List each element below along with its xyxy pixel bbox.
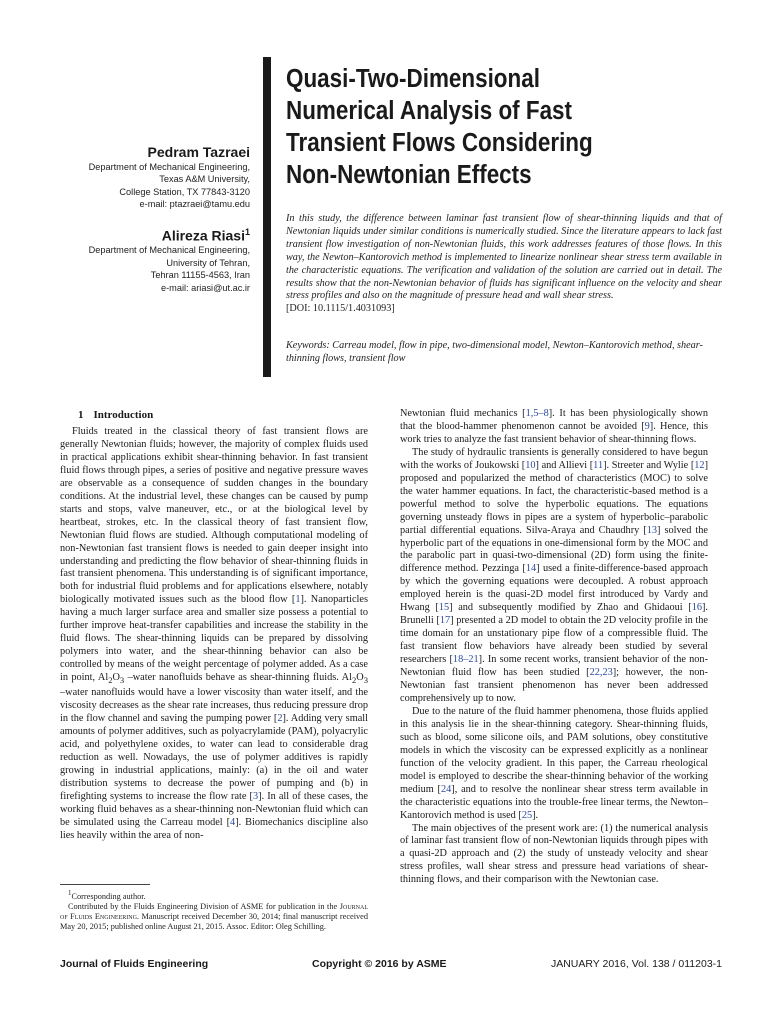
citation-link[interactable]: 22,23: [589, 667, 613, 679]
citation-link[interactable]: 11: [593, 459, 604, 471]
footnote-contribution: Contributed by the Fluids Engineering Division of ASME for publication in the Journal of Fluids Engineering. Manuscript received December 30, 2014; final manuscript received May 20, 2015; published online August 21, 2015. Assoc. Editor: Oleg Schilling.: [60, 901, 368, 932]
keywords: Keywords: Carreau model, flow in pipe, two-dimensional model, Newton–Kantorovich method, shear-thinning flows, transient flow: [286, 340, 703, 364]
footnote-corresponding: $^1$Corresponding author.: [68, 890, 146, 901]
author-email[interactable]: e-mail: ariasi@ut.ac.ir: [161, 282, 250, 293]
journal-name: Journal of Fluids Engineering: [60, 901, 368, 922]
citation-link[interactable]: 3: [252, 790, 259, 802]
citation-link[interactable]: 18–21: [452, 654, 479, 666]
author-email[interactable]: e-mail: ptazraei@tamu.edu: [139, 199, 250, 210]
citation-link[interactable]: 24: [440, 783, 452, 795]
title-line: Quasi-Two-Dimensional: [286, 65, 540, 93]
page-footer: [60, 958, 722, 972]
corresponding-author-mark: 1: [244, 226, 250, 237]
author-name: Pedram Tazraei: [147, 144, 250, 160]
author-2: [60, 223, 250, 294]
section-number: 1: [78, 409, 84, 421]
citation-link[interactable]: 4: [230, 816, 236, 828]
footer-journal: Journal of Fluids Engineering: [60, 958, 209, 970]
section-heading: [78, 408, 368, 422]
title-vertical-bar: [263, 57, 271, 377]
author-1: [60, 143, 250, 211]
left-column: [60, 408, 368, 843]
body-paragraph: Due to the nature of the fluid hammer phenomena, those fluids applied in this analysis lie in the shear-thinning category. Shear-thinning fluids, such as blood, some silicone oils, and PAM solutions, obey constitutive models in which the viscosity can be expressed explicitly as a nonlinear function of the velocity gradient. In this paper, the Carreau rheological model is employed to describe the shear-thinning behavior of the working medium [24], and to resolve the nonlinear shear stress term available in the characteristic equations into the trouble-free linear terms, the Newton–Kantorovich method is used [25].: [400, 705, 709, 821]
citation-link[interactable]: 13: [646, 524, 658, 536]
footer-issue: JANUARY 2016, Vol. 138 / 011203-1: [550, 958, 722, 970]
author-affiliation-line: University of Tehran,: [166, 257, 250, 268]
citation-link[interactable]: 16: [691, 602, 702, 614]
abstract-text: In this study, the difference between laminar fast transient flow of shear-thinning liquids and that of Newtonian liquids under similar conditions is numerically studied. Since the literature appears to lack fast transient flow investigation of non-Newtonian fluids, this work addresses features of those flows. In this way, the Newton–Kantorovich method is implemented to linearize nonlinear shear stress term available in the characteristic equations. The verification and validation of the solution are carried out in detail. The results show that the non-Newtonian behavior of fluids has significant influence on the velocity and shear stress profiles and also on the magnitude of pressure head and wall shear stress.: [286, 213, 722, 302]
author-name: Alireza Riasi$^1$: [161, 226, 250, 244]
citation-link[interactable]: 9: [644, 420, 650, 432]
section-title: Introduction: [93, 409, 154, 421]
citation-link[interactable]: 2: [277, 713, 283, 725]
citation-link[interactable]: 1: [295, 594, 301, 606]
citation-link[interactable]: 14: [525, 563, 537, 575]
footer-copyright: Copyright © 2016 by ASME: [312, 958, 447, 970]
citation-link[interactable]: 15: [438, 602, 450, 614]
right-column: [400, 408, 708, 887]
body-paragraph: The study of hydraulic transients is generally considered to have begun with the works of Joukowski [10] and Allievi [11]. Streeter and Wylie [12] proposed and popularized the method of characteristics (MOC) to solve the water hammer equations. In fact, the characteristic-based method is a powerful method to solve the hyperbolic equations. The equations governing unsteady flows in pipes are a system of hyperbolic–parabolic partial differential equations. Silva-Araya and Chaudhry [13] solved the hyperbolic part of the equations in one-dimensional form by the MOC and the parabolic part in quasi-two-dimensional (2D) form using the finite-difference method. Pezzinga [14] used a finite-difference-based approach by which the governing equations were decoupled. A robust approach employed herein is the quasi-2D model first introduced by Vardy and Hwang [15] and subsequently modified by Zhao and Ghidaoui [16]. Brunelli [17] presented a 2D model to obtain the 2D velocity profile in the time domain for an unstationary pipe flow of a compressible fluid. The fast transient flow behaviors have already been studied by several researchers [18–21]. In some recent works, transient behavior of the non-Newtonian fluid flow has been studied [22,23]; however, the non-Newtonian fast transient phenomenon has never been addressed comprehensively up to now.: [400, 446, 709, 704]
author-affiliation-line: Tehran 11155-4563, Iran: [150, 270, 250, 281]
citation-link[interactable]: 17: [439, 615, 451, 627]
citation-link[interactable]: 25: [521, 809, 533, 821]
author-affiliation-line: Department of Mechanical Engineering,: [88, 245, 250, 256]
citation-link[interactable]: 10: [525, 459, 536, 471]
abstract: [286, 213, 722, 316]
author-affiliation-line: College Station, TX 77843-3120: [119, 186, 250, 197]
citation-link[interactable]: 1,5–8: [525, 408, 549, 419]
paper-title: [286, 63, 638, 191]
footnotes: [60, 889, 368, 933]
author-block: [60, 143, 250, 294]
body-paragraph: Fluids treated in the classical theory of fast transient flows are generally Newtonian fluids; however, the majority of complex fluids used in practical applications exhibit shear-thinning behavior. In fast transient fluid flows through pipes, a series of positive and negative pressure waves are observable as a consequence of sudden changes in the boundary conditions. At the industrial level, these changes can be caused by pump starts and stops, valve maneuver, etc., or at the biological level by heartbeat, strokes, etc. In the classical theory of fast transient flow, Newtonian fluid flows are studied. Although computational modeling of non-Newtonian fast transient flows is needed to gain deeper insight into understanding and predicting the flow behavior of shear-thinning fluids in fast transient phenomena. This understanding is of significant importance, both for industrial fluid problems and for applications elsewhere, notably biologically motivated issues such as the blood flow [1]. Nanoparticles having a much larger surface area and smaller size possess a potential to further improve heat-transfer capabilities and increase the stability in the fluid flows. The shear-thinning liquids can be prepared by dissolving polymers into water, and the shear-thinning behavior can also be controlled by means of the weight percentage of polymer added. As a case in point, $Al_2O_3$ –water nanofluids behave as shear-thinning fluids. $Al_2O_3$ –water nanofluids would have a lower viscosity than water itself, and the viscosity decreases as the shear rate increases, thus reducing pressure drop in the flow channel and saving the pumping power [2]. Adding very small amounts of polymer additives, such as polyacrylamide (PAM), polyacrylic acid, and polyethylene oxides, to water can lead to considerable drag reduction as well. Nowadays, the use of polymer additives is rapidly growing in industrial applications, mainly: (a) in the oil and water distribution systems to decrease the power of pumping and (b) in firefighting systems to increase the flow rate [3]. In all of these cases, the working fluid behaves as a shear-thinning non-Newtonian fluid which can be simulated using the Carreau model [4]. Biomechanics discipline also lies heavily within the area of non-: [60, 426, 368, 841]
title-line: Transient Flows Considering: [286, 129, 593, 157]
title-line: Non-Newtonian Effects: [286, 161, 532, 189]
body-paragraph-continued: Newtonian fluid mechanics [1,5–8]. It has been physiologically shown that the blood-hammer phenomenon cannot be avoided [9]. Hence, this work tries to analyze the fast transient behavior of shear-thinning flows.: [400, 408, 708, 445]
title-line: Numerical Analysis of Fast: [286, 97, 573, 125]
footnote-rule: [60, 884, 150, 885]
body-paragraph: The main objectives of the present work are: (1) the numerical analysis of laminar fast transient flow of non-Newtonian liquids through pipes with a quasi-2D approach and (2) the study of unsteady velocity and shear stress profiles, wall shear stress and pressure head variations of shear-thinning flows, and their comparison with the Newtonian case.: [400, 822, 708, 886]
doi-link[interactable]: [DOI: 10.1115/1.4031093]: [286, 303, 395, 315]
author-affiliation-line: Department of Mechanical Engineering,: [88, 162, 250, 172]
author-affiliation-line: Texas A&M University,: [159, 174, 250, 185]
citation-link[interactable]: 12: [694, 459, 705, 471]
